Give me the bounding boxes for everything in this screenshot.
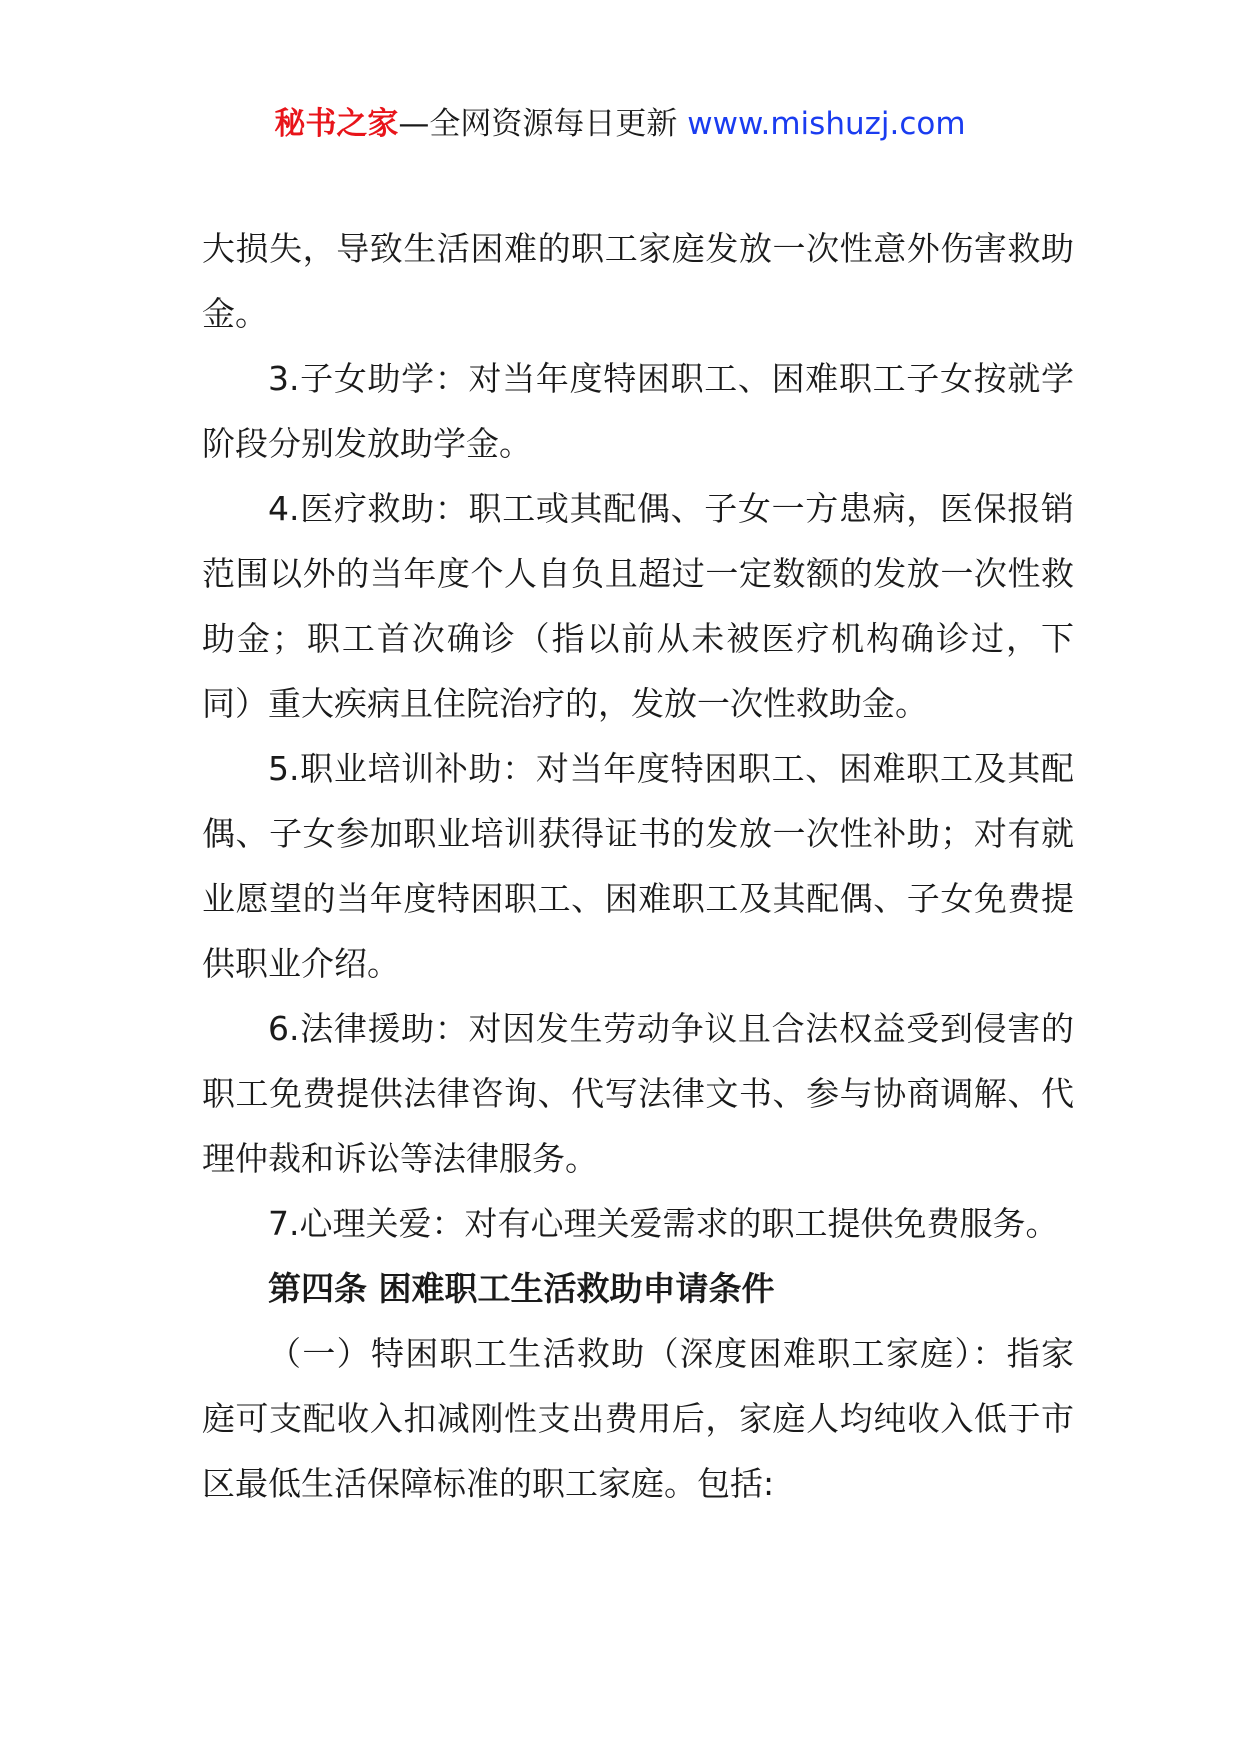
- brand-name: 秘书之家: [274, 106, 399, 142]
- paragraph-psych-care: 7.心理关爱：对有心理关爱需求的职工提供免费服务。: [268, 1204, 1059, 1243]
- paragraph-education-aid: 3.子女助学：对当年度特困职工、困难职工子女按就学阶段分别发放助学金。: [202, 359, 1074, 463]
- website-url[interactable]: www.mishuzj.com: [687, 106, 966, 142]
- paragraph-legal-aid: 6.法律援助：对因发生劳动争议且合法权益受到侵害的职工免费提供法律咨询、代写法律文书、参与协商调解、代理仲裁和诉讼等法律服务。: [202, 1009, 1074, 1178]
- paragraph-conditions: （一）特困职工生活救助（深度困难职工家庭）：指家庭可支配收入扣减刚性支出费用后，家庭人均纯收入低于市区最低生活保障标准的职工家庭。包括:: [202, 1334, 1074, 1503]
- paragraph-training-aid: 5.职业培训补助：对当年度特困职工、困难职工及其配偶、子女参加职业培训获得证书的发放一次性补助；对有就业愿望的当年度特困职工、困难职工及其配偶、子女免费提供职业介绍。: [202, 749, 1074, 983]
- page-header: [0, 100, 1240, 148]
- article-heading: 第四条 困难职工生活救助申请条件: [268, 1269, 775, 1308]
- paragraph-medical-aid: 4.医疗救助：职工或其配偶、子女一方患病，医保报销范围以外的当年度个人自负且超过一定数额的发放一次性救助金；职工首次确诊（指以前从未被医疗机构确诊过，下同）重大疾病且住院治疗的，发放一次性救助金。: [202, 489, 1074, 723]
- paragraph-continuation: 大损失，导致生活困难的职工家庭发放一次性意外伤害救助金。: [202, 229, 1074, 333]
- document-body: [202, 216, 1074, 1516]
- header-tagline: —全网资源每日更新: [398, 106, 688, 142]
